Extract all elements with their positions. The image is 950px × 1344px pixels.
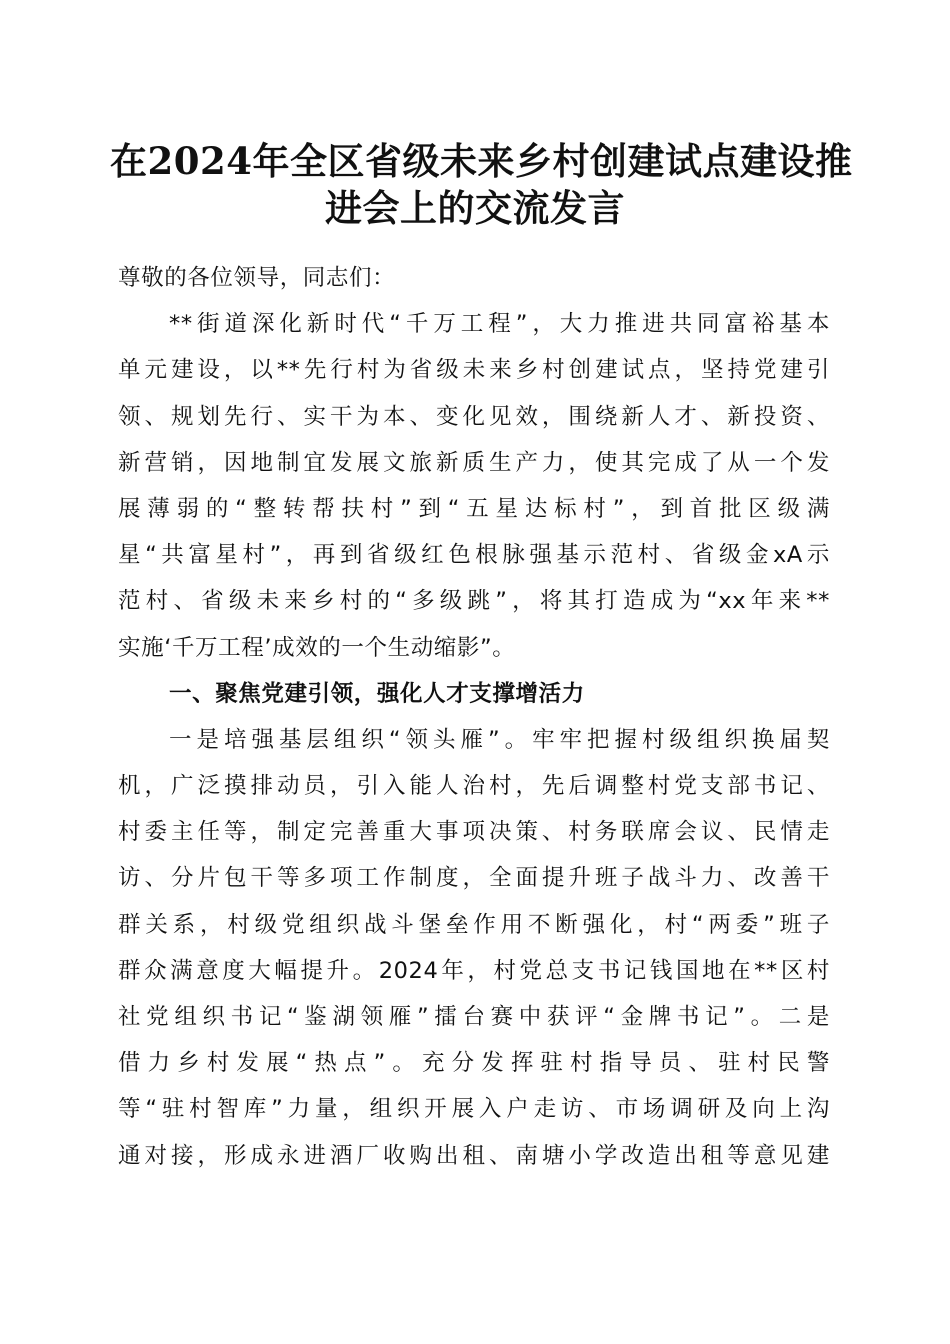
paragraph-line: 星“共富星村”，再到省级红色根脉强基示范村、省级金xA示: [118, 542, 830, 569]
paragraph-line: **街道深化新时代“千万工程”，大力推进共同富裕基本: [169, 311, 830, 338]
title-line-1: 在2024年全区省级未来乡村创建试点建设推: [110, 139, 853, 183]
paragraph-line: 一是培强基层组织“领头雁”。牢牢把握村级组织换届契: [169, 726, 830, 753]
paragraph-line: 等“驻村智库”力量，组织开展入户走访、市场调研及向上沟: [118, 1096, 830, 1123]
paragraph-line: 群众满意度大幅提升。2024年，村党总支书记钱国地在**区村: [118, 957, 830, 984]
paragraph-line: 新营销，因地制宜发展文旅新质生产力，使其完成了从一个发: [118, 449, 830, 476]
title-line-2: 进会上的交流发言: [325, 186, 625, 230]
paragraph-line: 借力乡村发展“热点”。充分发挥驻村指导员、驻村民警: [118, 1050, 830, 1077]
paragraph-line: 通对接，形成永进酒厂收购出租、南塘小学改造出租等意见建: [118, 1142, 830, 1169]
paragraph-line: 社党组织书记“鉴湖领雁”擂台赛中获评“金牌书记”。二是: [118, 1004, 830, 1030]
paragraph-section1: [118, 717, 830, 1179]
section-heading: 一、聚焦党建引领，强化人才支撑增活力: [169, 680, 585, 707]
paragraph-line: 机，广泛摸排动员，引入能人治村，先后调整村党支部书记、: [118, 773, 830, 800]
salutation: 尊敬的各位领导，同志们：: [118, 265, 396, 291]
paragraph-line: 群关系，村级党组织战斗堡垒作用不断强化，村“两委”班子: [118, 911, 830, 938]
paragraph-line: 单元建设，以**先行村为省级未来乡村创建试点，坚持党建引: [118, 357, 830, 384]
paragraph-line: 访、分片包干等多项工作制度，全面提升班子战斗力、改善干: [118, 865, 830, 892]
paragraph-line: 展薄弱的“整转帮扶村”到“五星达标村”，到首批区级满: [118, 495, 830, 522]
document-body: [118, 255, 830, 1179]
paragraph-line: 村委主任等，制定完善重大事项决策、村务联席会议、民情走: [118, 819, 830, 846]
paragraph-intro: [118, 301, 830, 671]
document-title: [110, 138, 853, 232]
paragraph-line: 范村、省级未来乡村的“多级跳”，将其打造成为“xx年来**: [118, 588, 830, 615]
paragraph-line: 领、规划先行、实干为本、变化见效，围绕新人才、新投资、: [118, 403, 830, 430]
paragraph-line: 实施‘千万工程’成效的一个生动缩影”。: [118, 634, 516, 661]
